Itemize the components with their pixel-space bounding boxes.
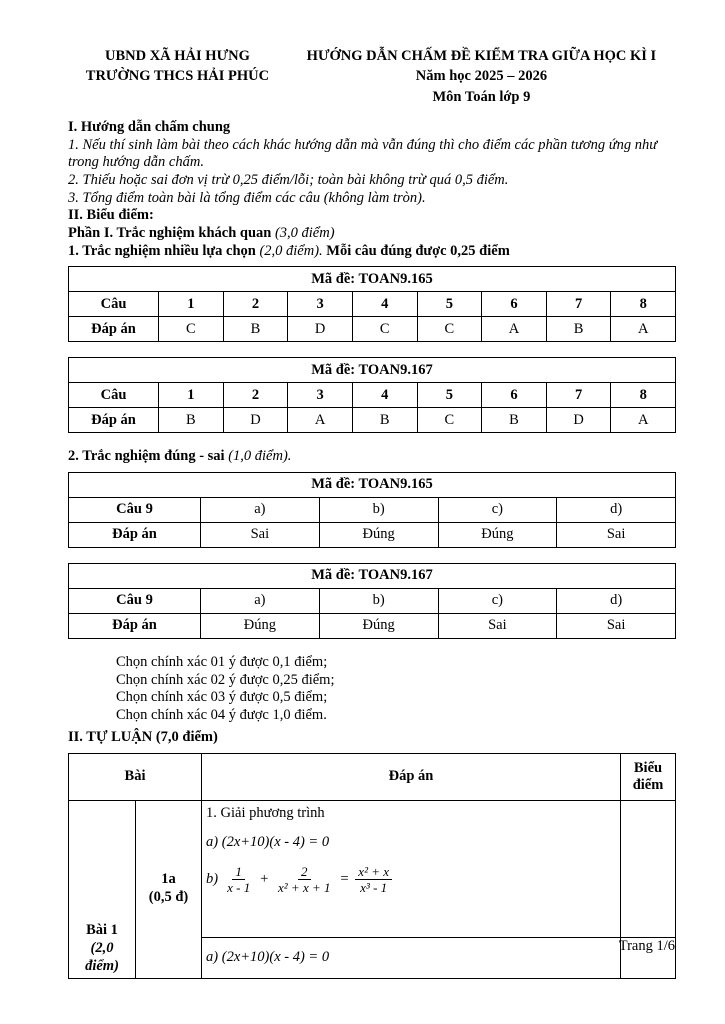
exam-code-row [69,358,676,383]
part-points: (0,5 đ) [148,889,189,906]
answer-cell: Sai [438,614,557,639]
guide-note-2: 2. Thiếu hoặc sai đơn vị trừ 0,25 điểm/lỗi; toàn bài không trừ quá 0,5 điểm. [68,171,509,188]
question-row [69,383,676,408]
part1-points: (3,0 điểm) [274,225,335,242]
equation-b-label: b) [206,871,219,888]
question-number-cell: 8 [611,383,676,408]
item-cell: c) [438,498,557,523]
page-number: Trang 1/6 [618,938,675,954]
question-number-cell: 7 [546,292,611,317]
score-distribution-heading: II. Biểu điểm: [68,207,154,224]
grading-guide-section [68,119,676,207]
question-number-cell: 3 [288,292,353,317]
question-number-cell: 1 [159,292,224,317]
answer-label-cell: Đáp án [69,523,201,548]
fraction-2 [275,864,333,896]
equals-operator: = [339,871,350,888]
issuing-org-block [68,46,287,107]
answer-step-cell [202,937,621,978]
item-cell: a) [201,498,320,523]
answer-cell: Đúng [319,523,438,548]
item-cell: d) [557,498,676,523]
question-row [69,292,676,317]
answer-cell: Đúng [438,523,557,548]
answer-content-cell [202,800,621,937]
answer-cell: A [611,408,676,433]
scoring-rule-3: Chọn chính xác 03 ý được 0,5 điểm; [116,689,328,706]
question-number-cell: 3 [288,383,353,408]
answer-cell: Đúng [201,614,320,639]
question-label-cell: Câu 9 [69,589,201,614]
org-line-2: TRƯỜNG THCS HẢI PHÚC [85,68,270,85]
question-number-cell: 4 [352,383,417,408]
fraction-denominator: x³ - 1 [360,880,388,896]
document-header [68,46,676,107]
tf-title: 2. Trắc nghiệm đúng - sai [68,448,229,465]
exam-code-cell: Mã đề: TOAN9.167 [69,358,676,383]
exam-code-cell: Mã đề: TOAN9.165 [69,473,676,498]
essay-header-row [69,753,676,800]
answer-label-cell: Đáp án [69,317,159,342]
item-cell: a) [201,589,320,614]
answer-cell: D [288,317,353,342]
answer-row [69,523,676,548]
answer-cell: A [611,317,676,342]
exam-code-row [69,564,676,589]
answer-cell: B [352,408,417,433]
question-number-cell: 6 [482,292,547,317]
answer-label-cell: Đáp án [69,408,159,433]
exam-code-cell: Mã đề: TOAN9.167 [69,564,676,589]
question-number-cell: 5 [417,292,482,317]
school-year: Năm học 2025 – 2026 [415,68,548,85]
step-a-label: a) [206,948,219,965]
fraction-3 [355,864,392,896]
doc-title-block [287,46,676,107]
answer-cell: A [288,408,353,433]
question-label-cell: Câu [69,383,159,408]
scoring-rule-4: Chọn chính xác 04 ý được 1,0 điểm. [116,707,327,724]
fraction-1 [224,864,253,896]
answer-cell: Đúng [319,614,438,639]
tf-answer-table-167 [68,563,676,639]
mc-answer-table-167 [68,357,676,433]
question-number-cell: 2 [223,383,288,408]
question-number-cell: 4 [352,292,417,317]
fraction-denominator: x - 1 [227,880,251,896]
tf-heading [68,448,676,466]
question-number-cell: 2 [223,292,288,317]
answer-cell: C [352,317,417,342]
exam-code-row [69,267,676,292]
mc-points: (2,0 điểm). [259,242,327,259]
exam-code-row [69,473,676,498]
part-label: 1a [161,871,176,888]
col-header-problem: Bài [69,753,202,800]
tf-answer-table-165 [68,472,676,548]
answer-cell: D [223,408,288,433]
answer-cell: A [482,317,547,342]
scoring-rule-2: Chọn chính xác 02 ý được 0,25 điểm; [116,671,335,688]
answer-label-cell: Đáp án [69,614,201,639]
answer-cell: B [159,408,224,433]
question-label-cell: Câu [69,292,159,317]
fraction-numerator: 2 [298,864,311,881]
plus-operator: + [259,871,270,888]
solve-intro: 1. Giải phương trình [206,804,325,821]
answer-cell: Sai [201,523,320,548]
fraction-numerator: 1 [232,864,245,881]
answer-cell: C [417,408,482,433]
question-row [69,498,676,523]
answer-cell: B [482,408,547,433]
essay-row-1a [69,800,676,937]
org-line-1: UBND XÃ HẢI HƯNG [105,48,250,64]
answer-cell: D [546,408,611,433]
mc-title: 1. Trắc nghiệm nhiều lựa chọn [68,242,260,259]
doc-title: HƯỚNG DẪN CHẤM ĐỀ KIỂM TRA GIỮA HỌC KÌ I [306,48,657,64]
problem-cell [69,800,136,978]
scoring-rule-1: Chọn chính xác 01 ý được 0,1 điểm; [116,654,328,671]
equation-a-label: a) [206,834,219,851]
essay-heading: II. TỰ LUẬN (7,0 điểm) [68,728,218,745]
part1-title: Phần I. Trắc nghiệm khách quan [68,225,275,242]
tf-points: (1,0 điểm). [228,448,292,465]
mc-answer-table-165 [68,266,676,342]
item-cell: c) [438,589,557,614]
answer-row [69,408,676,433]
subject: Môn Toán lớp 9 [432,88,531,105]
step-a-body: (2x+10)(x - 4) = 0 [221,948,330,965]
answer-cell: C [159,317,224,342]
answer-cell: B [546,317,611,342]
item-cell: d) [557,589,676,614]
problem-points: (2,0 điểm) [85,940,119,974]
item-cell: b) [319,589,438,614]
problem-label: Bài 1 [86,922,118,939]
answer-cell: C [417,317,482,342]
question-number-cell: 5 [417,383,482,408]
score-cell [621,800,676,937]
part-cell [136,800,202,978]
question-label-cell: Câu 9 [69,498,201,523]
question-number-cell: 1 [159,383,224,408]
guide-note-3: 3. Tổng điểm toàn bài là tổng điểm các câu (không làm tròn). [68,189,426,206]
equation-b [206,864,616,896]
fraction-denominator: x² + x + 1 [278,880,331,896]
question-row [69,589,676,614]
mc-note: Mỗi câu đúng được 0,25 điểm [326,242,510,259]
tf-scoring-rules [116,654,676,725]
answer-cell: B [223,317,288,342]
part1-heading [68,225,676,243]
equation-a-body: (2x+10)(x - 4) = 0 [221,834,330,851]
answer-cell: Sai [557,523,676,548]
equation-a [206,834,616,852]
answer-cell: Sai [557,614,676,639]
answer-row [69,614,676,639]
item-cell: b) [319,498,438,523]
col-header-score: Biểu điểm [621,753,676,800]
question-number-cell: 6 [482,383,547,408]
question-number-cell: 8 [611,292,676,317]
answer-row [69,317,676,342]
fraction-numerator: x² + x [355,864,392,881]
col-header-answer: Đáp án [202,753,621,800]
mc-heading [68,243,676,261]
guide-note-1: 1. Nếu thí sinh làm bài theo cách khác hướng dẫn mà vẫn đúng thì cho điểm các phần tương ứng như trong hướng dẫn chấm. [68,136,658,171]
guide-heading: I. Hướng dẫn chấm chung [68,118,231,135]
exam-code-cell: Mã đề: TOAN9.165 [69,267,676,292]
question-number-cell: 7 [546,383,611,408]
essay-rubric-table [68,753,676,979]
